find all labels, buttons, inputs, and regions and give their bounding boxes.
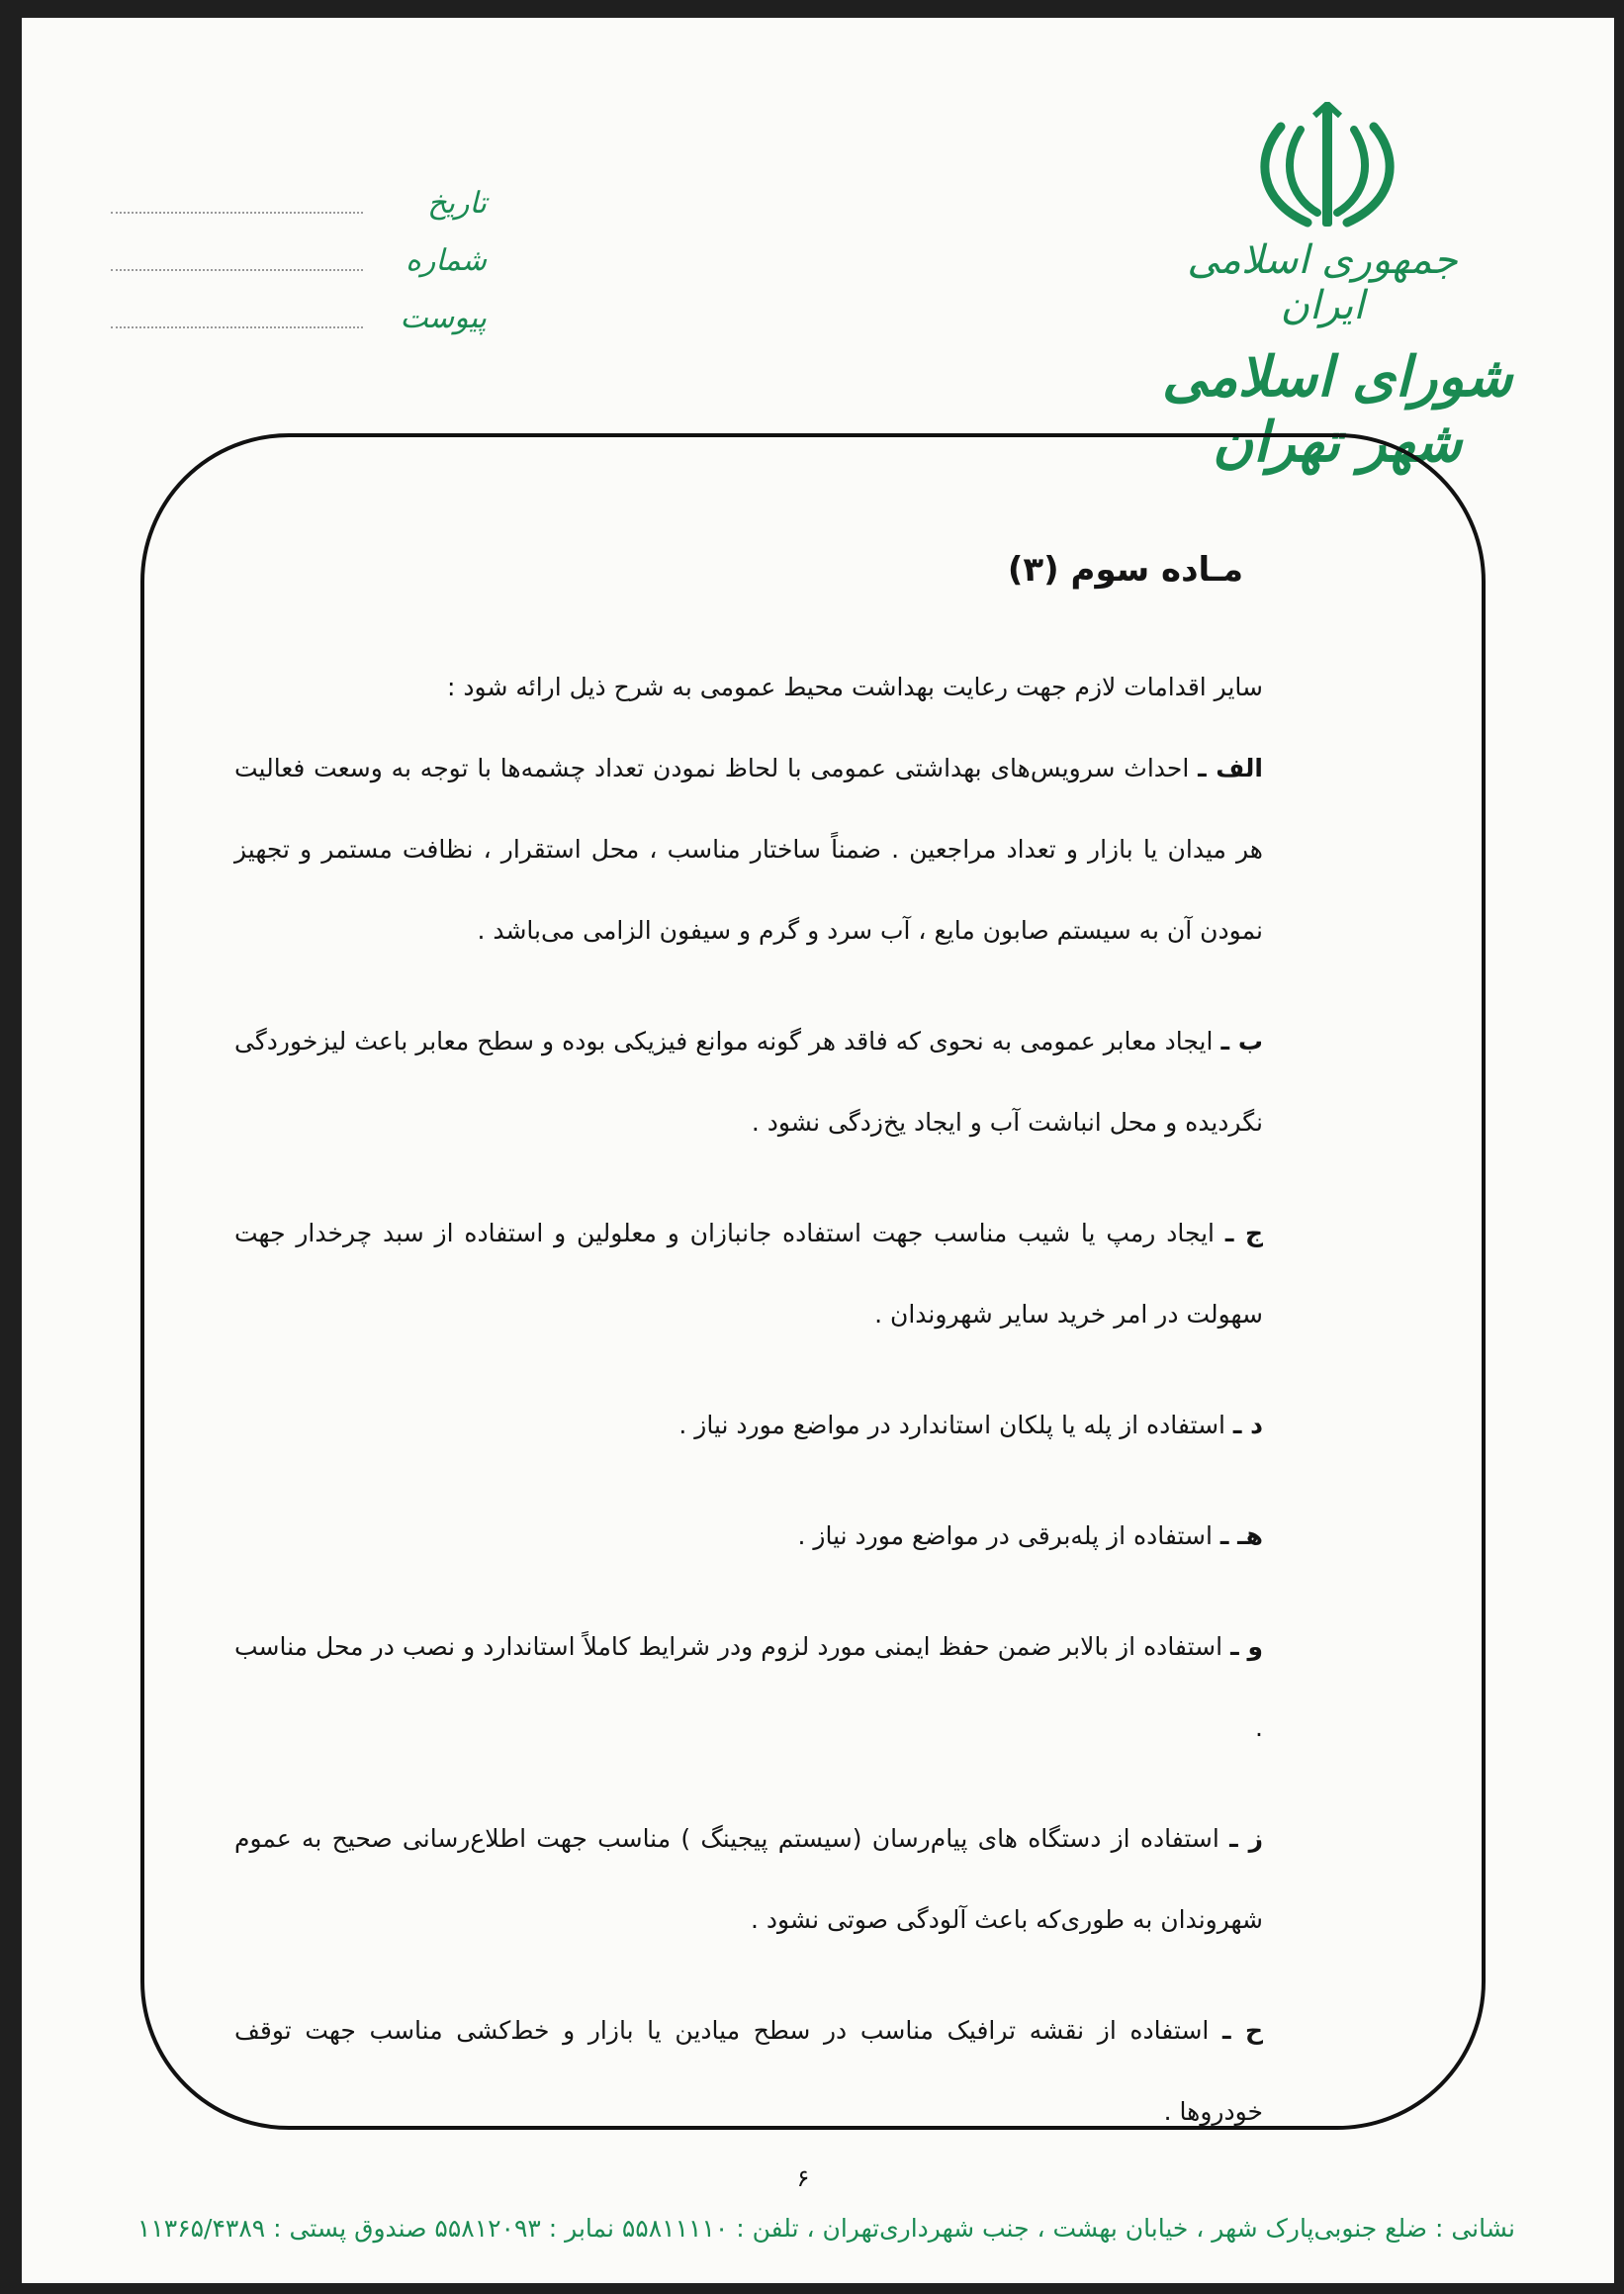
article-title: مـاده سوم (۳) bbox=[1007, 550, 1243, 590]
clause-text: ایجاد معابر عمومی به نحوی که فاقد هر گونه موانع فیزیکی بوده و سطح معابر باعث لیزخوردگی نگردیده و محل انباشت آب و ایجاد یخ‌زدگی نشود . bbox=[234, 1027, 1263, 1137]
clause-marker: د ـ bbox=[1232, 1411, 1263, 1439]
attachment-field-line bbox=[111, 326, 363, 328]
clause-text: استفاده از دستگاه های پیام‌رسان (سیستم پیجینگ ) مناسب جهت اطلاع‌رسانی صحیح به عموم شهروندان به طوری‌که باعث آلودگی صوتی نشود . bbox=[234, 1824, 1263, 1934]
meta-attachment bbox=[111, 301, 506, 340]
iran-emblem-icon bbox=[1253, 102, 1401, 235]
clause-marker: الف ـ bbox=[1198, 754, 1263, 782]
footer-address: نشانی : ضلع جنوبی‌پارک شهر ، خیابان بهشت ، جنب شهرداری‌تهران ، تلفن : ۵۵۸۱۱۱۱۰ نمابر : ۵۵۸۱۲۰۹۳ صندوق پستی : ۱۱۳۶۵/۴۳۸۹ bbox=[136, 2214, 1515, 2243]
clause-he-jimi bbox=[234, 1990, 1263, 2153]
clause-be bbox=[234, 1001, 1263, 1163]
clause-he bbox=[234, 1496, 1263, 1577]
attachment-label: پیوست bbox=[400, 301, 487, 335]
letterhead bbox=[22, 18, 1614, 475]
article-body bbox=[234, 522, 1263, 2182]
clause-ze bbox=[234, 1798, 1263, 1961]
document-page bbox=[22, 18, 1614, 2283]
clause-alef bbox=[234, 728, 1263, 971]
clause-dal bbox=[234, 1385, 1263, 1466]
number-field-line bbox=[111, 269, 363, 271]
date-label: تاریخ bbox=[427, 186, 487, 221]
clause-text: استفاده از بالابر ضمن حفظ ایمنی مورد لزوم ودر شرایط کاملاً استاندارد و نصب در محل مناسب . bbox=[234, 1632, 1263, 1742]
clause-text: استفاده از نقشه ترافیک مناسب در سطح میادین یا بازار و خط‌کشی مناسب جهت توقف خودروها . bbox=[234, 2016, 1263, 2126]
country-name: جمهوری اسلامی ایران bbox=[1187, 237, 1458, 328]
page-number: ۶ bbox=[796, 2164, 810, 2192]
clause-text: استفاده از پله یا پلکان استاندارد در مواضع مورد نیاز . bbox=[678, 1411, 1225, 1439]
date-field-line bbox=[111, 212, 363, 214]
meta-number bbox=[111, 243, 506, 283]
clause-text: استفاده از پله‌برقی در مواضع مورد نیاز . bbox=[797, 1521, 1213, 1550]
clause-text: احداث سرویس‌های بهداشتی عمومی با لحاظ نمودن تعداد چشمه‌ها با توجه به وسعت فعالیت هر میدان یا بازار و تعداد مراجعین . ضمناً ساختار مناسب ، محل استقرار ، نظافت مستمر و تجهیز نمودن آن به سیستم صابون مایع ، آب سرد و گرم و سیفون الزامی می‌باشد . bbox=[234, 754, 1263, 945]
clause-marker: ب ـ bbox=[1220, 1027, 1263, 1055]
clause-marker: ز ـ bbox=[1229, 1824, 1264, 1853]
clause-text: ایجاد رمپ یا شیب مناسب جهت استفاده جانبازان و معلولین و استفاده از سبد چرخدار جهت سهولت در امر خرید سایر شهروندان . bbox=[234, 1219, 1263, 1329]
clause-marker: ج ـ bbox=[1224, 1219, 1263, 1247]
article-intro: سایر اقدامات لازم جهت رعایت بهداشت محیط عمومی به شرح ذیل ارائه شود : bbox=[447, 673, 1263, 701]
clause-jim bbox=[234, 1193, 1263, 1355]
number-label: شماره bbox=[406, 243, 487, 278]
council-name: شورای اسلامی شهر تهران bbox=[1161, 344, 1513, 475]
clause-marker: و ـ bbox=[1230, 1632, 1263, 1661]
clause-marker: ح ـ bbox=[1222, 2016, 1263, 2045]
clause-marker: هـ ـ bbox=[1219, 1521, 1263, 1550]
meta-date bbox=[111, 186, 506, 226]
clause-vav bbox=[234, 1606, 1263, 1769]
